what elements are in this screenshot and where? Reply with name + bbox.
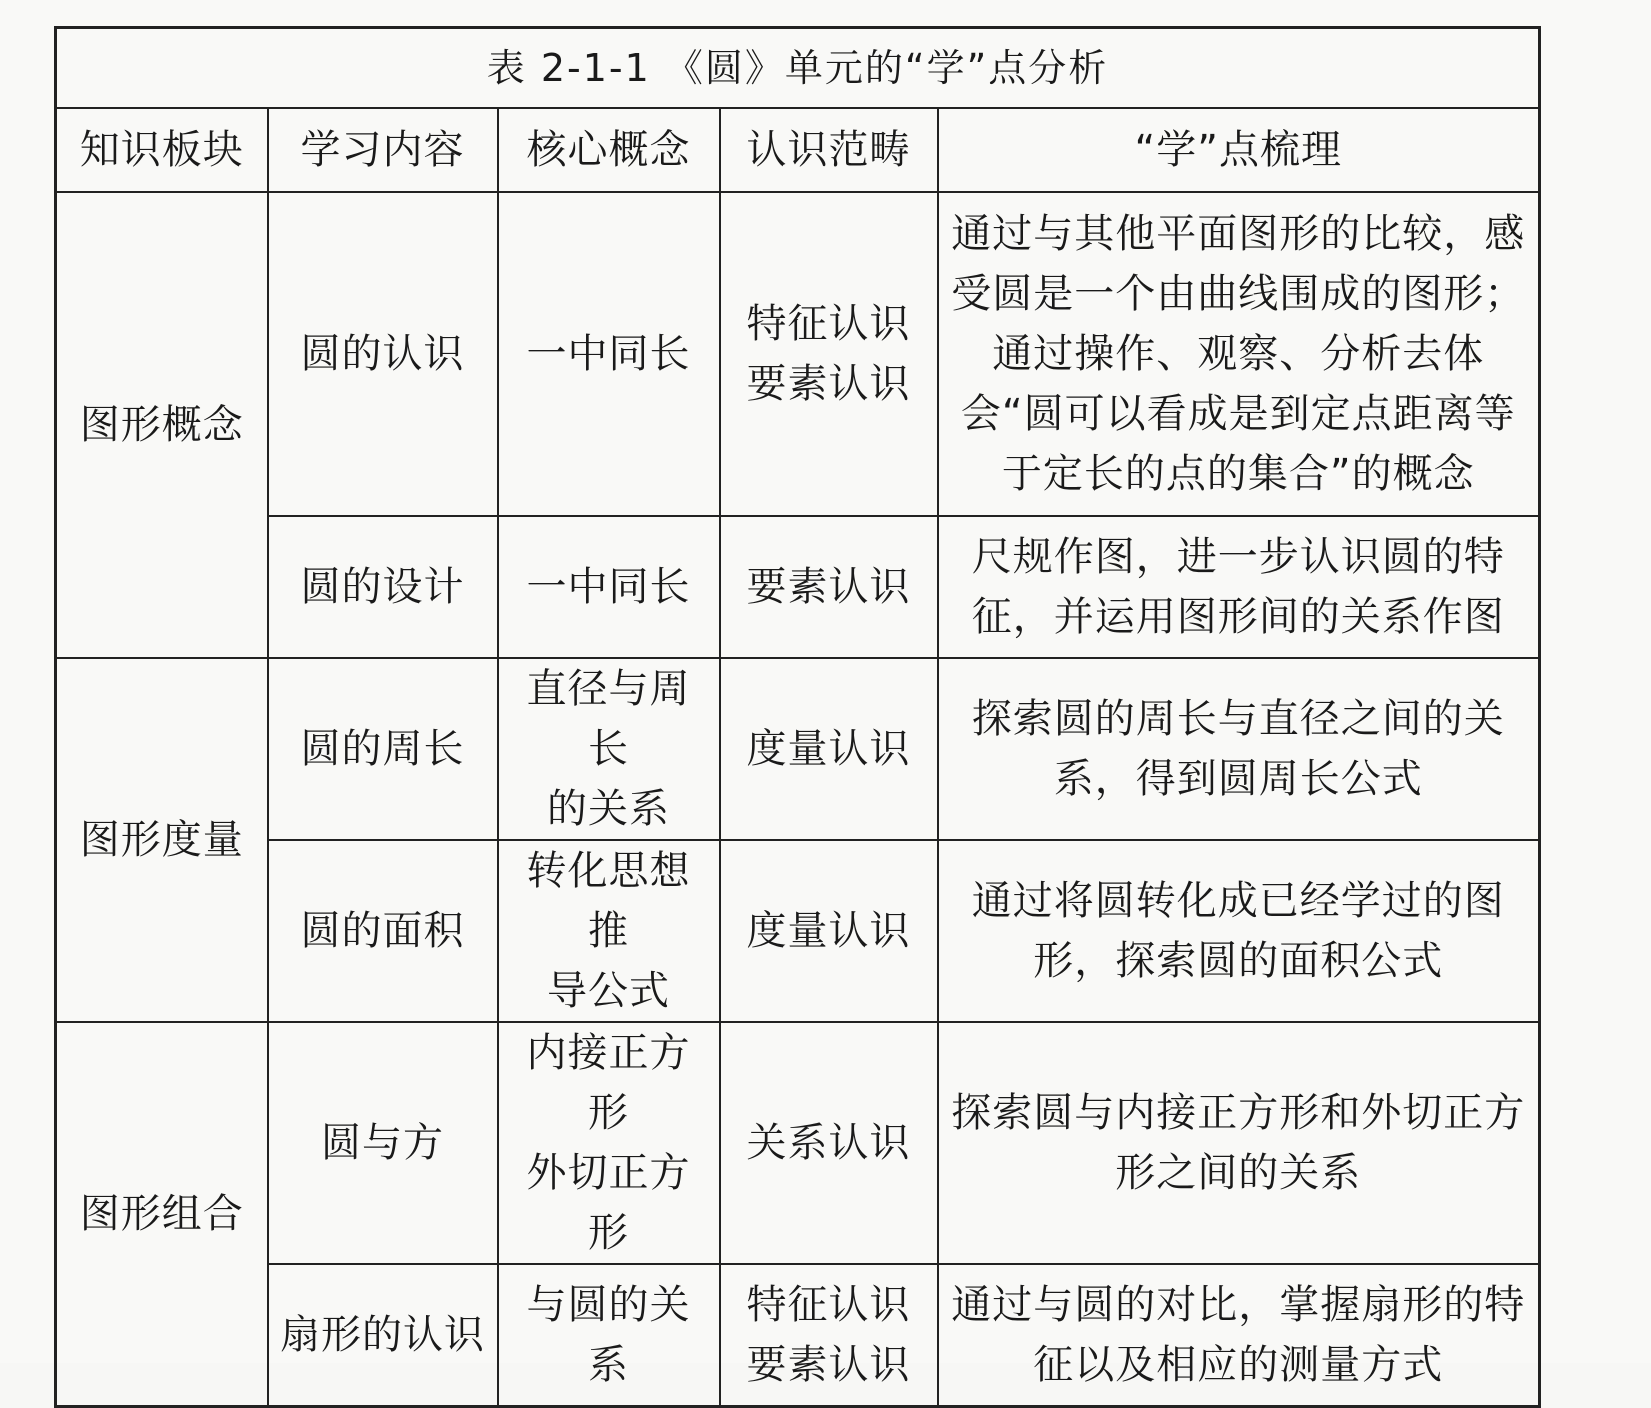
learning-points-cell: 通过与其他平面图形的比较，感受圆是一个由曲线围成的图形；通过操作、观察、分析去体会“圆可以看成是到定点距离等于定长的点的集合”的概念 xyxy=(938,192,1540,516)
core-concept-line: 与圆的关系 xyxy=(526,1282,691,1388)
learning-points-cell: 探索圆的周长与直径之间的关系，得到圆周长公式 xyxy=(938,658,1540,840)
cognitive-category-line: 要素认识 xyxy=(746,564,911,610)
cognitive-category-cell xyxy=(720,1022,938,1264)
core-concept-line: 的关系 xyxy=(547,786,670,832)
caption-row xyxy=(56,28,1540,109)
learning-content-cell: 圆的面积 xyxy=(268,840,498,1022)
core-concept-cell xyxy=(498,192,720,516)
cognitive-category-line: 特征认识 xyxy=(746,1282,911,1328)
cognitive-category-cell xyxy=(720,192,938,516)
table-caption: 表 2-1-1 《圆》单元的“学”点分析 xyxy=(56,28,1540,109)
core-concept-line: 一中同长 xyxy=(526,564,691,610)
knowledge-block-cell: 图形组合 xyxy=(56,1022,268,1407)
header-knowledge-block: 知识板块 xyxy=(56,108,268,192)
cognitive-category-line: 度量认识 xyxy=(746,726,911,772)
learning-content-cell: 扇形的认识 xyxy=(268,1264,498,1407)
cognitive-category-cell xyxy=(720,658,938,840)
core-concept-line: 导公式 xyxy=(547,968,670,1014)
learning-content-cell: 圆的设计 xyxy=(268,516,498,658)
table-row xyxy=(56,516,1540,658)
header-cognitive-category: 认识范畴 xyxy=(720,108,938,192)
core-concept-line: 转化思想推 xyxy=(526,848,691,954)
core-concept-line: 外切正方形 xyxy=(526,1150,691,1256)
learning-points-cell: 通过将圆转化成已经学过的图形，探索圆的面积公式 xyxy=(938,840,1540,1022)
core-concept-line: 直径与周长 xyxy=(526,666,691,772)
cognitive-category-line: 关系认识 xyxy=(746,1120,911,1166)
analysis-table xyxy=(54,26,1541,1408)
core-concept-cell xyxy=(498,840,720,1022)
header-learning-content: 学习内容 xyxy=(268,108,498,192)
learning-points-cell: 尺规作图，进一步认识圆的特征，并运用图形间的关系作图 xyxy=(938,516,1540,658)
header-learning-points: “学”点梳理 xyxy=(938,108,1540,192)
core-concept-line: 一中同长 xyxy=(526,331,691,377)
table-row xyxy=(56,192,1540,516)
core-concept-cell xyxy=(498,516,720,658)
learning-points-cell: 探索圆与内接正方形和外切正方形之间的关系 xyxy=(938,1022,1540,1264)
cognitive-category-line: 要素认识 xyxy=(746,361,911,407)
cognitive-category-line: 要素认识 xyxy=(746,1342,911,1388)
cognitive-category-cell xyxy=(720,1264,938,1407)
cognitive-category-line: 特征认识 xyxy=(746,301,911,347)
core-concept-cell xyxy=(498,1022,720,1264)
header-row xyxy=(56,108,1540,192)
table-container xyxy=(54,26,1538,1408)
learning-content-cell: 圆的认识 xyxy=(268,192,498,516)
core-concept-cell xyxy=(498,658,720,840)
knowledge-block-cell: 图形概念 xyxy=(56,192,268,658)
core-concept-cell xyxy=(498,1264,720,1407)
cognitive-category-cell xyxy=(720,516,938,658)
table-row xyxy=(56,658,1540,840)
learning-content-cell: 圆与方 xyxy=(268,1022,498,1264)
core-concept-line: 内接正方形 xyxy=(526,1030,691,1136)
cognitive-category-cell xyxy=(720,840,938,1022)
header-core-concept: 核心概念 xyxy=(498,108,720,192)
table-row xyxy=(56,1264,1540,1407)
knowledge-block-cell: 图形度量 xyxy=(56,658,268,1022)
learning-points-cell: 通过与圆的对比，掌握扇形的特征以及相应的测量方式 xyxy=(938,1264,1540,1407)
table-row xyxy=(56,840,1540,1022)
learning-content-cell: 圆的周长 xyxy=(268,658,498,840)
table-row xyxy=(56,1022,1540,1264)
cognitive-category-line: 度量认识 xyxy=(746,908,911,954)
